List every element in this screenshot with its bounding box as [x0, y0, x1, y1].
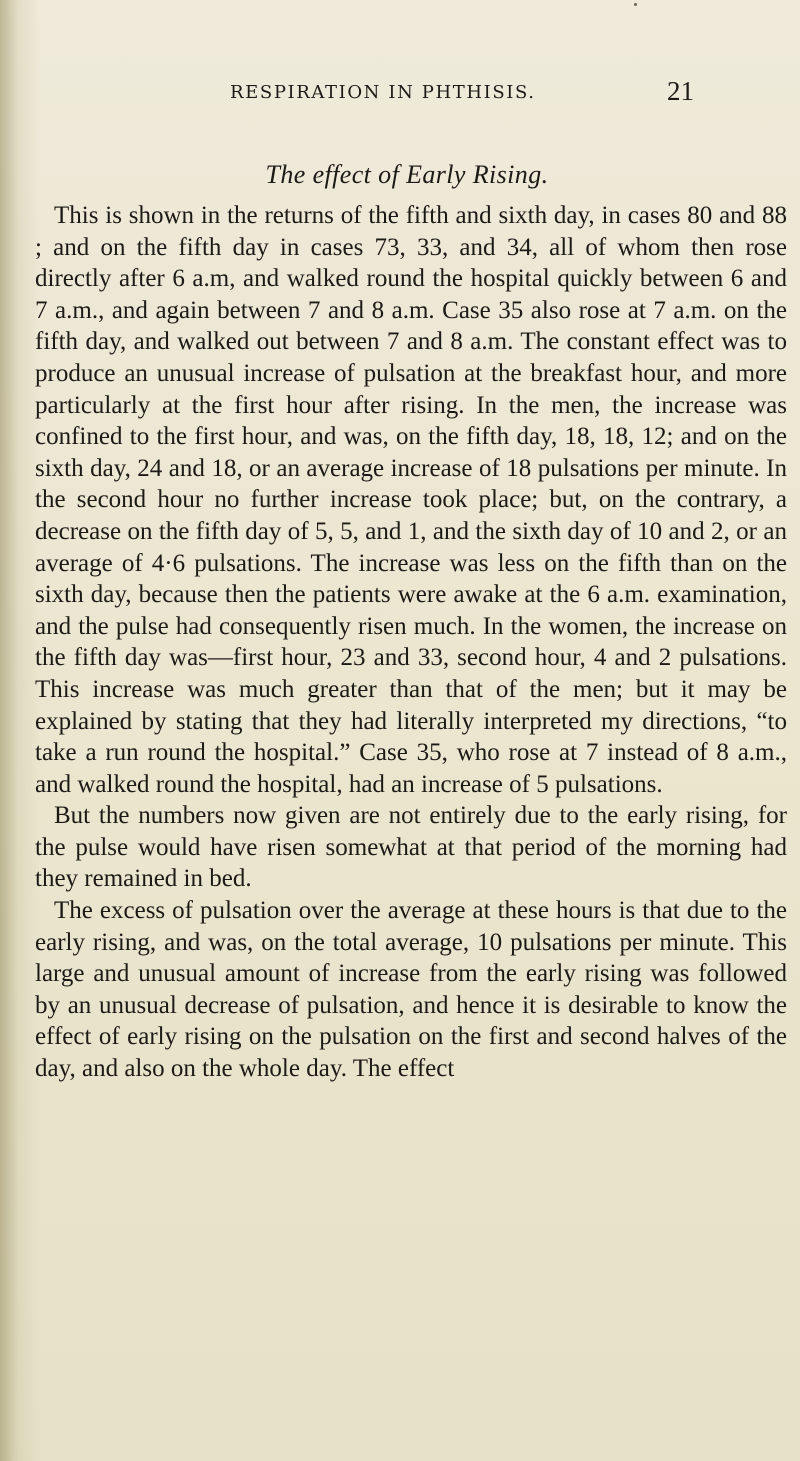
running-head: RESPIRATION IN PHTHISIS. — [230, 82, 536, 103]
paragraph-1: This is shown in the returns of the fifth and sixth day, in cases 80 and 88 ; and on the fifth day in cases 73, 33, and 34, all of whom then rose directly after 6 a.m, and walked round the hospital quickly between 6 and 7 a.m., and again between 7 and 8 a.m. Case 35 also rose at 7 a.m. on the fifth day, and walked out between 7 and 8 a.m. The constant effect was to produce an unusual increase of pulsation at the breakfast hour, and more particularly at the first hour after rising. In the men, the increase was confined to the first hour, and was, on the fifth day, 18, 18, 12; and on the sixth day, 24 and 18, or an average increase of 18 pulsations per minute. In the second hour no further increase took place; but, on the contrary, a decrease on the fifth day of 5, 5, and 1, and the sixth day of 10 and 2, or an average of 4·6 pulsations. The increase was less on the fifth than on the sixth day, because then the patients were awake at the 6 a.m. examination, and the pulse had consequently risen much. In the women, the increase on the fifth day was—first hour, 23 and 33, second hour, 4 and 2 pulsations. This increase was much greater than that of the men; but it may be explained by stating that they had literally interpreted my directions, “to take a run round the hospital.” Case 35, who rose at 7 instead of 8 a.m., and walked round the hospital, had an increase of 5 pulsations. — [35, 202, 787, 798]
body-text — [35, 200, 787, 1085]
page-number: 21 — [667, 76, 694, 106]
paragraph-2: But the numbers now given are not entirely due to the early rising, for the pulse would have risen somewhat at that period of the morning had they remained in bed. — [35, 802, 787, 893]
section-title: The effect of Early Rising. — [265, 160, 549, 189]
page-header — [0, 78, 800, 118]
paragraph-3: The excess of pulsation over the average at these hours is that due to the early rising, and was, on the total average, 10 pulsations per minute. This large and unusual amount of increase from the early rising was followed by an unusual decrease of pulsation, and hence it is desirable to know the effect of early rising on the pulsation on the first and second halves of the day, and also on the whole day. The effect — [35, 897, 787, 1083]
paper-speck — [634, 3, 637, 6]
